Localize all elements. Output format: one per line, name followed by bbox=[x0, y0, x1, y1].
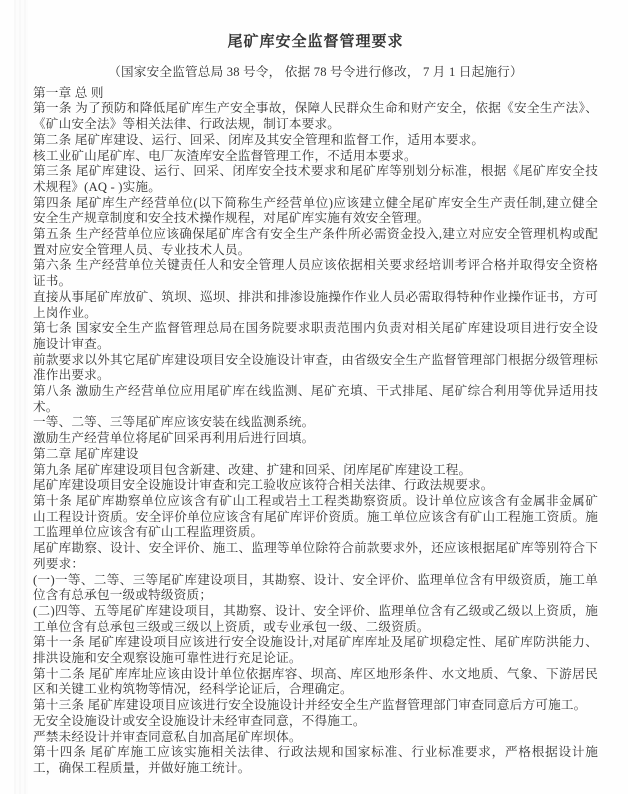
document-subtitle: （国家安全监管总局 38 号令， 依据 78 号令进行修改， 7 月 1 日起施行） bbox=[108, 65, 523, 79]
paragraph: 无安全设施设计或安全设施设计未经审查同意，不得施工。 bbox=[33, 713, 366, 728]
paragraph: (二)四等、五等尾矿库建设项目，其勘察、设计、安全评价、监理单位含有乙级或乙级以上资质，施工单位含有总承包三级或三级以上资质，或专业承包一级、二级资质。 bbox=[33, 603, 598, 634]
paragraph: 第二条 尾矿库建设、运行、回采、闭库及其安全管理和监督工作，适用本要求。 bbox=[33, 132, 485, 147]
paragraph: 第六条 生产经营单位关键责任人和安全管理人员应该依据相关要求经培训考评合格并取得安全资格证书。 bbox=[33, 258, 598, 289]
paragraph: 激励生产经营单位将尾矿回采再利用后进行回填。 bbox=[33, 431, 315, 446]
paragraph: 第十三条 尾矿库建设项目应该进行安全设施设计并经安全生产监督管理部门审查同意后方可施工。 bbox=[33, 698, 587, 713]
paragraph: 第一条 为了预防和降低尾矿库生产安全事故，保障人民群众生命和财产安全，依据《安全生产法》、《矿山安全法》等相关法律、行政法规，制订本要求。 bbox=[33, 101, 598, 132]
paragraph: 第十一条 尾矿库建设项目应该进行安全设施设计,对尾矿库库址及尾矿坝稳定性、尾矿库防洪能力、排洪设施和安全观察设施可靠性进行充足论证。 bbox=[33, 635, 598, 666]
paragraph: 第三条 尾矿库建设、运行、回采、闭库安全技术要求和尾矿库等别划分标准，根据《尾矿库安全技术规程》(AQ - )实施。 bbox=[33, 164, 598, 194]
paragraph: 严禁未经设计并审查同意私自加高尾矿库坝体。 bbox=[33, 729, 302, 744]
paragraph: 一等、二等、三等尾矿库应该安装在线监测系统。 bbox=[33, 415, 315, 430]
paragraph: 核工业矿山尾矿库、电厂灰渣库安全监督管理工作，不适用本要求。 bbox=[33, 148, 417, 163]
paragraph: 第八条 激励生产经营单位应用尾矿库在线监测、尾矿充填、干式排尾、尾矿综合利用等优异适用技术。 bbox=[33, 384, 598, 414]
paragraph: 尾矿库勘察、设计、安全评价、施工、监理等单位除符合前款要求外，还应该根据尾矿库等别符合下列要求： bbox=[33, 541, 598, 571]
paragraph: (一)一等、二等、三等尾矿库建设项目，其勘察、设计、安全评价、监理单位含有甲级资质，施工单位含有总承包一级或特级资质； bbox=[33, 572, 598, 603]
paragraph: 前款要求以外其它尾矿库建设项目安全设施设计审查，由省级安全生产监督管理部门根据分级管理标准作出要求。 bbox=[33, 352, 598, 383]
paragraph: 第十条 尾矿库勘察单位应该含有矿山工程或岩土工程类勘察资质。设计单位应该含有金属非金属矿山工程设计资质。安全评价单位应该含有尾矿库评价资质。施工单位应该含有矿山工程施工资质。施工监理单位应该含有矿山工程监理资质。 bbox=[33, 493, 598, 540]
chapter-heading: 第一章 总 则 bbox=[33, 85, 104, 100]
paragraph: 直接从事尾矿库放矿、筑坝、巡坝、排洪和排渗设施操作作业人员必需取得特种作业操作证书，方可上岗作业。 bbox=[33, 289, 598, 320]
paragraph: 第五条 生产经营单位应该确保尾矿库含有安全生产条件所必需资金投入,建立对应安全管理机构或配置对应安全管理人员、专业技术人员。 bbox=[33, 227, 598, 257]
document-title: 尾矿库安全监督管理要求 bbox=[227, 34, 404, 50]
paragraph: 第九条 尾矿库建设项目包含新建、改建、扩建和回采、闭库尾矿库建设工程。 bbox=[33, 462, 472, 477]
paragraph: 第十二条 尾矿库库址应该由设计单位依据库容、坝高、库区地形条件、水文地质、气象、下游居民区和关键工业构筑物等情况，经科学论证后，合理确定。 bbox=[33, 666, 598, 697]
document-body bbox=[33, 86, 598, 777]
paragraph: 第七条 国家安全生产监督管理总局在国务院要求职责范围内负责对相关尾矿库建设项目进行安全设施设计审查。 bbox=[33, 321, 598, 351]
paragraph: 第四条 尾矿库生产经营单位(以下简称生产经营单位)应该建立健全尾矿库安全生产责任制,建立健全安全生产规章制度和安全技术操作规程，对尾矿库实施有效安全管理。 bbox=[33, 195, 598, 226]
paragraph: 尾矿库建设项目安全设施设计审查和完工验收应该符合相关法律、行政法规要求。 bbox=[33, 478, 494, 493]
paragraph: 第十四条 尾矿库施工应该实施相关法律、行政法规和国家标准、行业标准要求，严格根据设计施工，确保工程质量，并做好施工统计。 bbox=[33, 745, 598, 775]
chapter-heading: 第二章 尾矿库建设 bbox=[33, 446, 139, 461]
